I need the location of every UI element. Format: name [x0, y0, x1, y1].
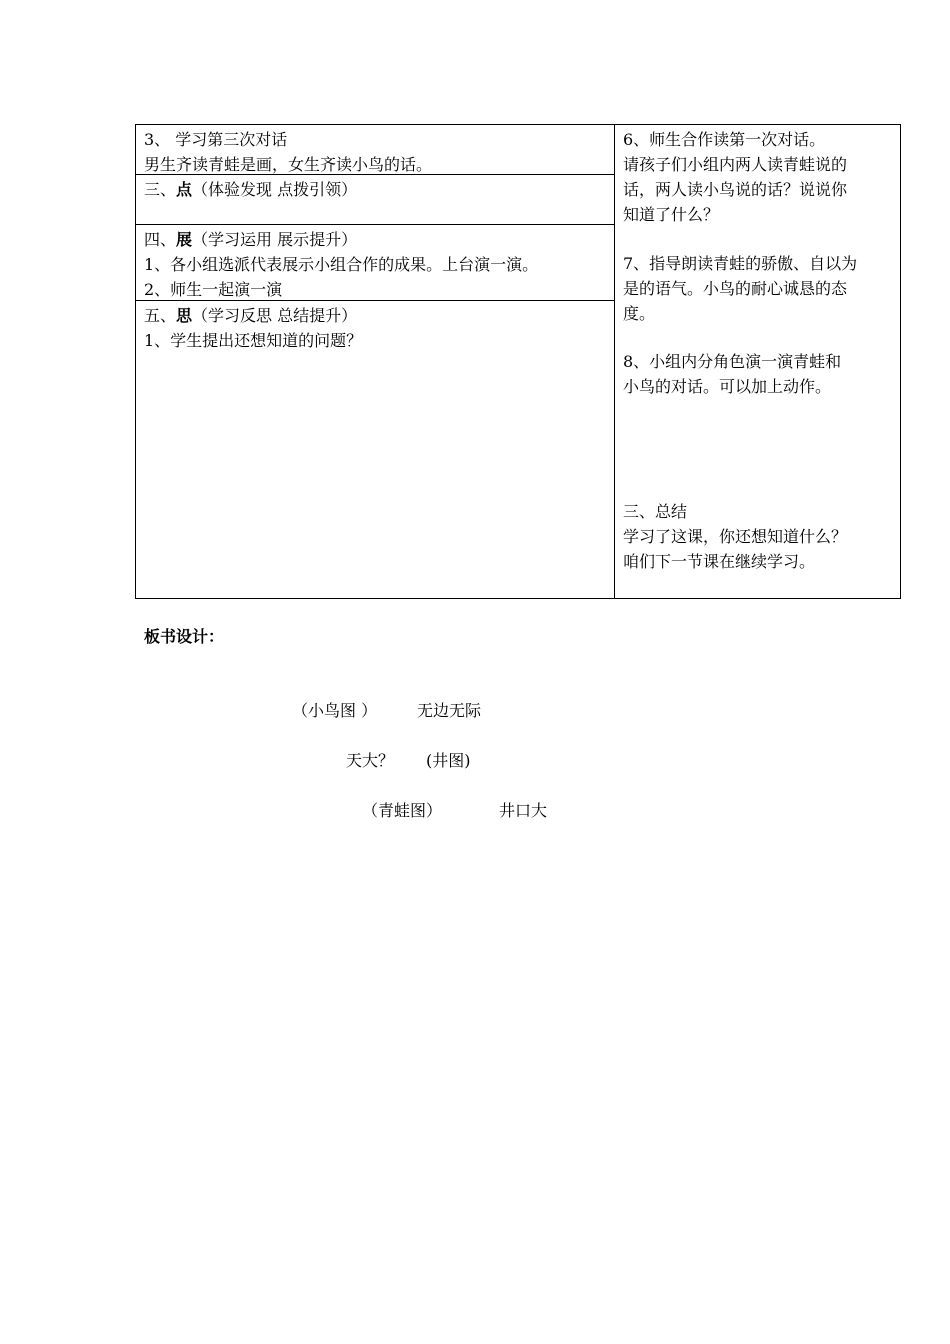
lesson-table	[135, 124, 901, 599]
text-line: 2、师生一起演一演	[144, 280, 283, 299]
board-bird-picture: （小鸟图 ）	[292, 701, 378, 720]
text-line: 8、小组内分角色演一演青蛙和	[623, 352, 842, 371]
paragraph-summary	[615, 499, 900, 574]
table-cell-si	[136, 301, 614, 598]
text-line: 度。	[623, 304, 656, 323]
text-line: 三、总结	[623, 502, 688, 521]
board-well-mouth: 井口大	[499, 801, 548, 820]
text-line: 1、学生提出还想知道的问题？	[144, 331, 363, 350]
text-line: 学习了这课，你还想知道什么？	[623, 527, 848, 546]
table-cell-dialogue-3	[136, 125, 614, 175]
text-line: 1、各小组选派代表展示小组合作的成果。上台演一演。	[144, 255, 539, 274]
table-cell-dian	[136, 175, 614, 225]
section-heading-zhan: 四、展（学习运用 展示提升）	[144, 230, 358, 249]
text-line: 6、师生合作读第一次对话。	[623, 130, 826, 149]
section-heading-dian: 三、点（体验发现 点拨引领）	[144, 180, 358, 199]
paragraph-6	[615, 127, 900, 227]
table-right-column	[615, 125, 900, 598]
board-sky-big: 天大？	[346, 751, 395, 770]
text-line: 话，两人读小鸟说的话？说说你	[623, 180, 848, 199]
text-line: 小鸟的对话。可以加上动作。	[623, 377, 832, 396]
text-line: 3、 学习第三次对话	[144, 130, 288, 149]
board-design-title: 板书设计：	[144, 627, 225, 646]
section-heading-si: 五、思（学习反思 总结提升）	[144, 306, 358, 325]
paragraph-7	[615, 251, 900, 326]
text-line: 7、指导朗读青蛙的骄傲、自以为	[623, 254, 858, 273]
text-line: 咱们下一节课在继续学习。	[623, 552, 816, 571]
board-boundless: 无边无际	[417, 701, 482, 720]
board-frog-picture: （青蛙图）	[362, 801, 443, 820]
table-cell-zhan	[136, 225, 614, 301]
text-line: 知道了什么？	[623, 205, 720, 224]
text-line: 是的语气。小鸟的耐心诚恳的态	[623, 279, 848, 298]
table-left-column	[136, 125, 615, 598]
paragraph-8	[615, 349, 900, 399]
board-well-picture: (井图)	[426, 751, 471, 770]
text-line: 男生齐读青蛙是画，女生齐读小鸟的话。	[144, 155, 433, 174]
text-line: 请孩子们小组内两人读青蛙说的	[623, 155, 848, 174]
